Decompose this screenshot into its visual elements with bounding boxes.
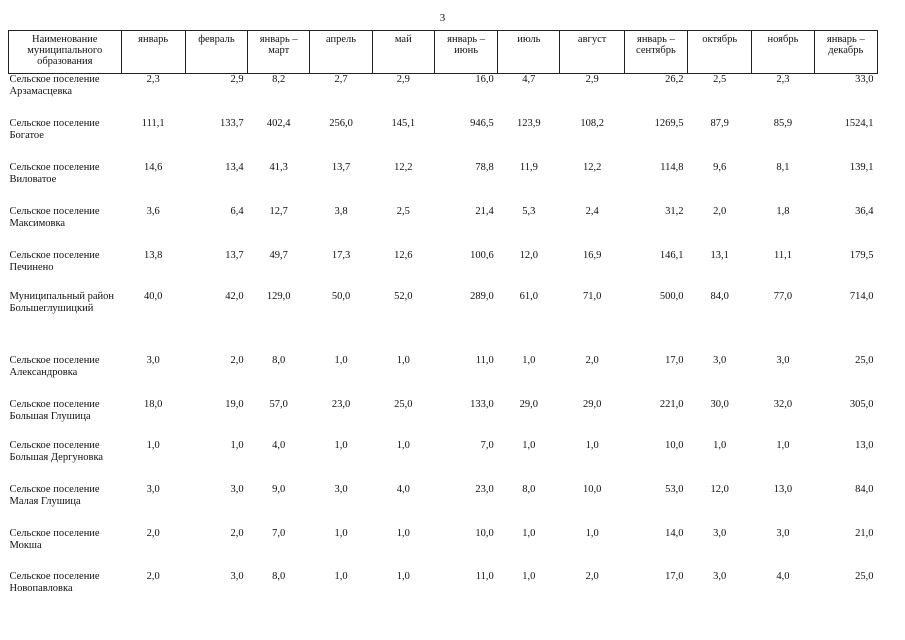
value-cell: 1,0 bbox=[334, 354, 348, 366]
value-cell: 5,3 bbox=[522, 205, 536, 217]
value-cell: 7,0 bbox=[480, 439, 494, 451]
column-header: январь – июнь bbox=[434, 31, 497, 74]
value-cell: 1524,1 bbox=[844, 117, 874, 129]
value-cell: 3,0 bbox=[146, 354, 160, 366]
value-cell: 2,9 bbox=[396, 74, 410, 85]
municipality-name bbox=[9, 440, 122, 484]
value-cell: 129,0 bbox=[266, 290, 291, 302]
value-cell: 111,1 bbox=[141, 117, 165, 129]
value-cell: 11,9 bbox=[519, 161, 538, 173]
column-header: октябрь bbox=[688, 31, 752, 74]
value-cell: 57,0 bbox=[269, 398, 288, 410]
municipality-type: Сельское поселение bbox=[9, 439, 100, 451]
column-header: январь – март bbox=[248, 31, 310, 74]
column-header: февраль bbox=[185, 31, 247, 74]
municipality-title: Большеглушицкий bbox=[9, 302, 94, 314]
value-cell: 1,0 bbox=[585, 439, 599, 451]
municipality-title: Виловатое bbox=[9, 173, 57, 185]
value-cell: 114,8 bbox=[660, 161, 684, 173]
value-cell: 16,0 bbox=[475, 74, 494, 85]
municipality-name bbox=[9, 250, 122, 291]
value-cell: 2,0 bbox=[585, 570, 599, 582]
column-header: июль bbox=[498, 31, 560, 74]
municipality-name bbox=[9, 571, 122, 605]
municipality-title: Максимовка bbox=[9, 217, 66, 229]
value-cell: 25,0 bbox=[855, 570, 874, 582]
value-cell: 179,5 bbox=[849, 249, 874, 261]
value-cell: 1,0 bbox=[396, 439, 410, 451]
value-cell: 100,6 bbox=[470, 249, 494, 261]
municipality-type: Сельское поселение bbox=[9, 483, 100, 495]
value-cell: 2,0 bbox=[230, 527, 244, 539]
value-cell: 8,2 bbox=[272, 74, 286, 85]
column-header: Наименование муниципального образования bbox=[9, 31, 122, 74]
municipality-type: Сельское поселение bbox=[9, 527, 100, 539]
value-cell: 33,0 bbox=[855, 74, 874, 85]
municipality-name bbox=[9, 355, 122, 399]
municipality-name bbox=[9, 118, 122, 162]
table-row bbox=[9, 118, 878, 162]
value-cell: 3,0 bbox=[334, 483, 348, 495]
value-cell: 8,0 bbox=[272, 570, 286, 582]
value-cell: 1,0 bbox=[334, 527, 348, 539]
municipality-type: Сельское поселение bbox=[9, 570, 100, 582]
municipality-title: Печинено bbox=[9, 261, 54, 273]
value-cell: 7,0 bbox=[272, 527, 286, 539]
value-cell: 19,0 bbox=[225, 398, 244, 410]
value-cell: 2,0 bbox=[146, 570, 160, 582]
value-cell: 1,0 bbox=[230, 439, 244, 451]
value-cell: 32,0 bbox=[773, 398, 793, 410]
value-cell: 146,1 bbox=[659, 249, 684, 261]
value-cell: 133,7 bbox=[219, 117, 244, 129]
value-cell: 11,1 bbox=[773, 249, 792, 261]
municipality-type: Сельское поселение bbox=[9, 74, 100, 85]
municipality-title: Мокша bbox=[9, 539, 42, 551]
value-cell: 256,0 bbox=[329, 117, 353, 129]
value-cell: 52,0 bbox=[394, 290, 413, 302]
column-header: январь – декабрь bbox=[814, 31, 877, 74]
value-cell: 9,0 bbox=[272, 483, 286, 495]
value-cell: 3,8 bbox=[334, 205, 348, 217]
value-cell: 1,0 bbox=[334, 439, 348, 451]
value-cell: 18,0 bbox=[143, 398, 163, 410]
value-cell: 10,0 bbox=[582, 483, 602, 495]
table-row bbox=[9, 355, 878, 399]
value-cell: 500,0 bbox=[659, 290, 684, 302]
value-cell: 17,3 bbox=[331, 249, 351, 261]
value-cell: 53,0 bbox=[665, 483, 684, 495]
value-cell: 17,0 bbox=[665, 570, 684, 582]
value-cell: 4,7 bbox=[522, 74, 536, 85]
value-cell: 9,6 bbox=[713, 161, 727, 173]
value-cell: 305,0 bbox=[849, 398, 874, 410]
value-cell: 1,0 bbox=[334, 570, 348, 582]
value-cell: 30,0 bbox=[710, 398, 729, 410]
value-cell: 2,3 bbox=[146, 74, 160, 85]
table-row bbox=[9, 250, 878, 291]
value-cell: 10,0 bbox=[665, 439, 684, 451]
value-cell: 714,0 bbox=[849, 290, 874, 302]
table-row bbox=[9, 291, 878, 355]
column-header: январь bbox=[121, 31, 185, 74]
value-cell: 23,0 bbox=[331, 398, 351, 410]
value-cell: 4,0 bbox=[272, 439, 286, 451]
value-cell: 8,1 bbox=[776, 161, 790, 173]
value-cell: 21,4 bbox=[475, 205, 494, 217]
value-cell: 84,0 bbox=[855, 483, 874, 495]
municipality-type: Сельское поселение bbox=[9, 398, 100, 410]
municipality-type: Сельское поселение bbox=[9, 161, 100, 173]
value-cell: 13,7 bbox=[225, 249, 244, 261]
table-row bbox=[9, 528, 878, 571]
municipality-name bbox=[9, 528, 122, 571]
value-cell: 2,0 bbox=[585, 354, 599, 366]
column-header: май bbox=[372, 31, 434, 74]
value-cell: 1,0 bbox=[396, 354, 410, 366]
value-cell: 4,0 bbox=[776, 570, 790, 582]
value-cell: 77,0 bbox=[773, 290, 793, 302]
municipality-title: Александровка bbox=[9, 366, 78, 378]
value-cell: 14,0 bbox=[665, 527, 684, 539]
value-cell: 3,0 bbox=[230, 570, 244, 582]
municipality-title: Богатое bbox=[9, 129, 44, 141]
value-cell: 8,0 bbox=[272, 354, 286, 366]
value-cell: 8,0 bbox=[522, 483, 536, 495]
value-cell: 1,0 bbox=[396, 570, 410, 582]
table-row bbox=[9, 162, 878, 206]
municipality-type: Сельское поселение bbox=[9, 249, 100, 261]
municipality-title: Большая Дергуновка bbox=[9, 451, 104, 463]
value-cell: 1,0 bbox=[522, 527, 536, 539]
value-cell: 25,0 bbox=[394, 398, 413, 410]
value-cell: 13,0 bbox=[773, 483, 793, 495]
value-cell: 13,7 bbox=[331, 161, 351, 173]
value-cell: 26,2 bbox=[665, 74, 684, 85]
value-cell: 946,5 bbox=[470, 117, 494, 129]
value-cell: 23,0 bbox=[475, 483, 494, 495]
value-cell: 71,0 bbox=[582, 290, 602, 302]
value-cell: 2,0 bbox=[146, 527, 160, 539]
value-cell: 6,4 bbox=[230, 205, 244, 217]
value-cell: 14,6 bbox=[143, 161, 163, 173]
value-cell: 1,0 bbox=[522, 570, 536, 582]
value-cell: 29,0 bbox=[519, 398, 539, 410]
value-cell: 2,7 bbox=[334, 74, 348, 85]
value-cell: 1269,5 bbox=[654, 117, 684, 129]
value-cell: 25,0 bbox=[855, 354, 874, 366]
table-body bbox=[9, 74, 878, 605]
value-cell: 12,0 bbox=[519, 249, 539, 261]
value-cell: 3,0 bbox=[713, 570, 727, 582]
value-cell: 78,8 bbox=[475, 161, 494, 173]
value-cell: 2,9 bbox=[230, 74, 244, 85]
value-cell: 133,0 bbox=[470, 398, 494, 410]
value-cell: 49,7 bbox=[269, 249, 288, 261]
value-cell: 12,2 bbox=[582, 161, 602, 173]
municipality-type: Сельское поселение bbox=[9, 117, 100, 129]
value-cell: 2,5 bbox=[713, 74, 727, 85]
value-cell: 42,0 bbox=[225, 290, 244, 302]
municipality-name bbox=[9, 162, 122, 206]
table-row bbox=[9, 440, 878, 484]
value-cell: 402,4 bbox=[266, 117, 291, 129]
table-row bbox=[9, 74, 878, 118]
value-cell: 84,0 bbox=[710, 290, 729, 302]
municipality-name bbox=[9, 399, 122, 440]
value-cell: 123,9 bbox=[517, 117, 541, 129]
table-row bbox=[9, 484, 878, 528]
value-cell: 40,0 bbox=[143, 290, 163, 302]
column-header: август bbox=[560, 31, 624, 74]
value-cell: 1,8 bbox=[776, 205, 790, 217]
column-header: ноябрь bbox=[752, 31, 814, 74]
value-cell: 3,0 bbox=[146, 483, 160, 495]
value-cell: 3,0 bbox=[776, 527, 790, 539]
municipality-type: Муниципальный район bbox=[9, 290, 115, 302]
value-cell: 13,8 bbox=[143, 249, 163, 261]
municipality-type: Сельское поселение bbox=[9, 354, 100, 366]
value-cell: 41,3 bbox=[269, 161, 288, 173]
value-cell: 4,0 bbox=[396, 483, 410, 495]
municipality-title: Новопавловка bbox=[9, 582, 73, 594]
value-cell: 29,0 bbox=[582, 398, 602, 410]
value-cell: 12,0 bbox=[710, 483, 729, 495]
value-cell: 1,0 bbox=[146, 439, 160, 451]
value-cell: 12,7 bbox=[269, 205, 288, 217]
value-cell: 1,0 bbox=[776, 439, 790, 451]
value-cell: 3,0 bbox=[713, 354, 727, 366]
value-cell: 1,0 bbox=[585, 527, 599, 539]
value-cell: 2,9 bbox=[585, 74, 599, 85]
value-cell: 2,0 bbox=[713, 205, 727, 217]
value-cell: 221,0 bbox=[659, 398, 684, 410]
municipality-type: Сельское поселение bbox=[9, 205, 100, 217]
municipality-name bbox=[9, 206, 122, 250]
data-table bbox=[8, 30, 878, 605]
municipality-name bbox=[9, 291, 122, 355]
value-cell: 36,4 bbox=[855, 205, 874, 217]
column-header: январь – сентябрь bbox=[624, 31, 687, 74]
value-cell: 145,1 bbox=[391, 117, 416, 129]
page-number: 3 bbox=[439, 12, 446, 24]
value-cell: 12,6 bbox=[394, 249, 413, 261]
value-cell: 31,2 bbox=[665, 205, 684, 217]
value-cell: 2,5 bbox=[396, 205, 410, 217]
value-cell: 21,0 bbox=[855, 527, 874, 539]
value-cell: 1,0 bbox=[396, 527, 410, 539]
value-cell: 289,0 bbox=[470, 290, 494, 302]
value-cell: 1,0 bbox=[713, 439, 727, 451]
municipality-title: Большая Глушица bbox=[9, 410, 91, 422]
municipality-title: Арзамасцевка bbox=[9, 86, 73, 97]
value-cell: 87,9 bbox=[710, 117, 729, 129]
value-cell: 13,4 bbox=[225, 161, 244, 173]
value-cell: 108,2 bbox=[580, 117, 604, 129]
value-cell: 2,4 bbox=[585, 205, 599, 217]
value-cell: 17,0 bbox=[665, 354, 684, 366]
value-cell: 10,0 bbox=[475, 527, 494, 539]
value-cell: 3,6 bbox=[146, 205, 160, 217]
value-cell: 1,0 bbox=[522, 439, 536, 451]
value-cell: 1,0 bbox=[522, 354, 536, 366]
value-cell: 16,9 bbox=[582, 249, 602, 261]
value-cell: 61,0 bbox=[519, 290, 539, 302]
value-cell: 50,0 bbox=[331, 290, 351, 302]
value-cell: 3,0 bbox=[776, 354, 790, 366]
value-cell: 2,3 bbox=[776, 74, 790, 85]
value-cell: 139,1 bbox=[849, 161, 874, 173]
municipality-name bbox=[9, 74, 122, 118]
value-cell: 3,0 bbox=[713, 527, 727, 539]
value-cell: 85,9 bbox=[773, 117, 793, 129]
table-row bbox=[9, 399, 878, 440]
column-header: апрель bbox=[310, 31, 372, 74]
value-cell: 12,2 bbox=[394, 161, 413, 173]
value-cell: 11,0 bbox=[475, 354, 494, 366]
value-cell: 2,0 bbox=[230, 354, 244, 366]
value-cell: 13,0 bbox=[855, 439, 874, 451]
table-row bbox=[9, 571, 878, 605]
value-cell: 11,0 bbox=[475, 570, 494, 582]
value-cell: 13,1 bbox=[710, 249, 729, 261]
table-row bbox=[9, 206, 878, 250]
table-header-row bbox=[9, 31, 878, 74]
municipality-name bbox=[9, 484, 122, 528]
municipality-title: Малая Глушица bbox=[9, 495, 81, 507]
value-cell: 3,0 bbox=[230, 483, 244, 495]
